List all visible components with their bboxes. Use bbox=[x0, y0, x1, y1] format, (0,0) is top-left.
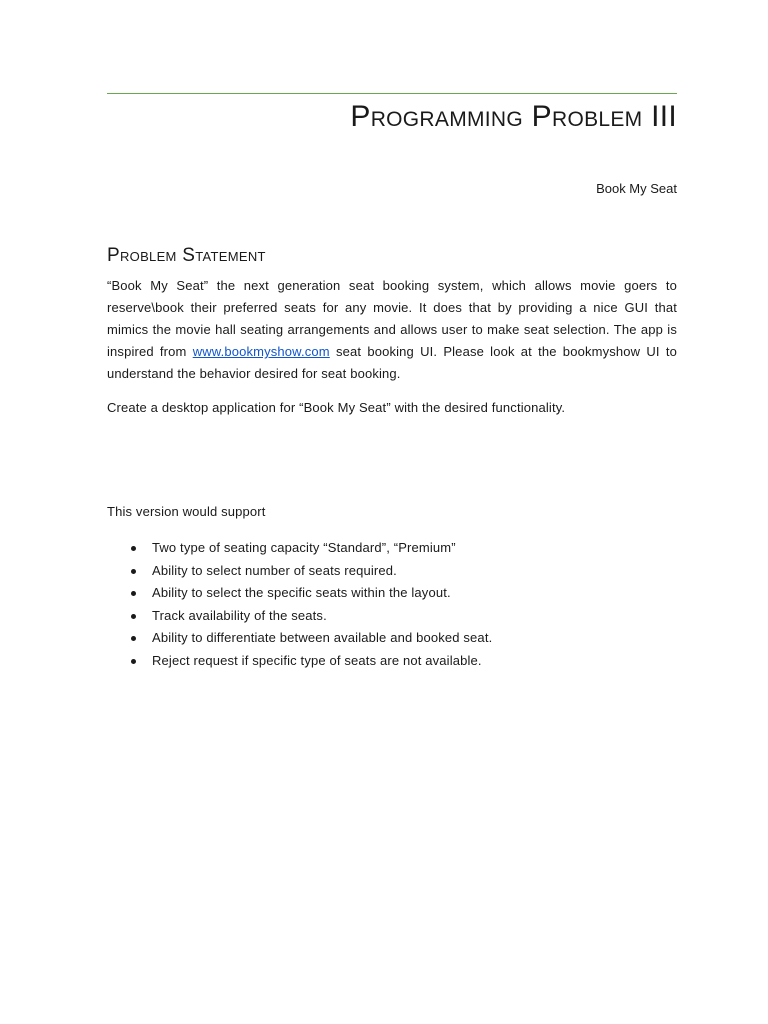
bookmyshow-link[interactable]: www.bookmyshow.com bbox=[192, 344, 330, 359]
list-item-text: Two type of seating capacity “Standard”, “Premium” bbox=[152, 540, 456, 555]
problem-statement-paragraph bbox=[107, 275, 677, 385]
document-title: Programming Problem III bbox=[350, 100, 677, 133]
paragraph-text-after-link: seat booking UI. Please look at the bookmyshow UI to understand the behavior desired for seat booking. bbox=[107, 344, 677, 381]
list-item bbox=[107, 537, 677, 560]
create-app-paragraph: Create a desktop application for “Book My Seat” with the desired functionality. bbox=[107, 400, 566, 415]
feature-list bbox=[107, 537, 677, 672]
bullet-icon bbox=[131, 636, 136, 641]
document-subtitle: Book My Seat bbox=[596, 181, 677, 196]
list-item bbox=[107, 650, 677, 673]
list-item-text: Ability to differentiate between available and booked seat. bbox=[152, 630, 493, 645]
document-page bbox=[107, 0, 677, 1024]
version-support-intro: This version would support bbox=[107, 504, 266, 519]
bullet-icon bbox=[131, 659, 136, 664]
bullet-icon bbox=[131, 614, 136, 619]
list-item-text: Track availability of the seats. bbox=[152, 607, 327, 623]
bullet-icon bbox=[131, 569, 136, 574]
list-item-text: Ability to select the specific seats within the layout. bbox=[152, 585, 451, 600]
list-item bbox=[107, 582, 677, 605]
list-item-text: Reject request if specific type of seats are not available. bbox=[152, 652, 482, 668]
list-item bbox=[107, 560, 677, 583]
list-item-text: Ability to select number of seats required. bbox=[152, 562, 397, 578]
list-item bbox=[107, 627, 677, 650]
paragraph-text-before-link: “Book My Seat” the next generation seat booking system, which allows movie goers to reserve\book their preferred seats for any movie. It does that by providing a nice GUI that mimics the movie hall seating arrangements and allows user to make seat selection. The app is inspired from bbox=[107, 278, 677, 359]
list-item bbox=[107, 605, 677, 628]
bullet-icon bbox=[131, 546, 136, 551]
section-heading: Problem Statement bbox=[107, 245, 266, 266]
bullet-icon bbox=[131, 591, 136, 596]
header-rule bbox=[107, 93, 677, 94]
